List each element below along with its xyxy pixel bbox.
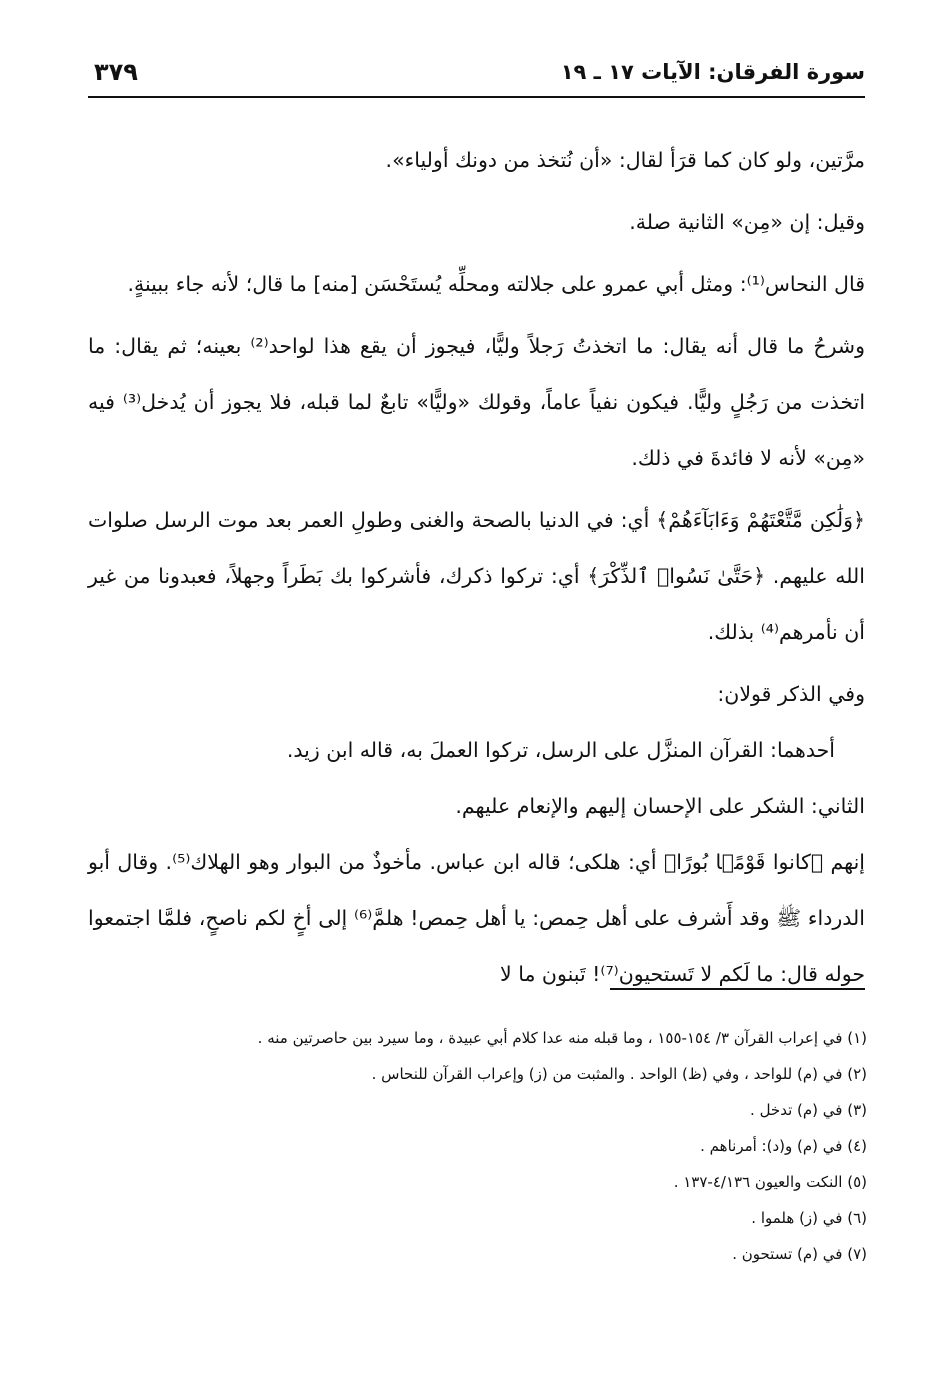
footnote: (٢) في (م) للواحد ، وفي (ظ) الواحد . والمثبت من (ز) وإعراب القرآن للنحاس . — [371, 1065, 867, 1083]
running-title: سورة الفرقان: الآيات ١٧ ـ ١٩ — [560, 60, 865, 84]
footnote: (٤) في (م) و(د): أمرناهم . — [700, 1137, 867, 1155]
page-number: ٣٧٩ — [94, 58, 138, 86]
footnote: (٣) في (م) تدخل . — [750, 1101, 867, 1119]
paragraph: وقيل: إن «مِن» الثانية صلة. — [629, 210, 865, 234]
paragraph: مرَّتين، ولو كان كما قرَأ لقال: «أن نُتخذ من دونك أولياء». — [385, 148, 865, 172]
paragraph: قال النحاس⁽¹⁾: ومثل أبي عمرو على جلالته ومحلِّه يُستَحْسَن [منه] ما قال؛ لأنه جاء ببينةٍ. — [127, 272, 865, 296]
paragraph: أحدهما: القرآن المنزَّل على الرسل، تركوا العملَ به، قاله ابن زيد. — [286, 738, 835, 762]
running-header — [88, 56, 865, 98]
paragraph: وفي الذكر قولان: — [717, 682, 865, 706]
main-text — [88, 132, 865, 1002]
footnote: (٧) في (م) تستحون . — [732, 1245, 867, 1263]
footnote: (٦) في (ز) هلموا . — [751, 1209, 867, 1227]
paragraph: وشرحُ ما قال أنه يقال: ما اتخذتُ رَجلاً وليًّا، فيجوز أن يقع هذا لواحد⁽²⁾ بعينه؛ ثم يقال: ما اتخذت من رَجُلٍ وليًّا. فيكون نفياً عاماً، وقولك «وليًّا» تابعٌ لما قبله، فلا يجوز أن يُدخل⁽³⁾ فيه «مِن» لأنه لا فائدةَ في ذلك. — [88, 334, 866, 470]
footnote: (١) في إعراب القرآن ٣/ ١٥٤-١٥٥ ، وما قبله منه عدا كلام أبي عبيدة ، وما سيرد بين حاصرتين منه . — [257, 1029, 867, 1047]
footnote-separator — [610, 988, 865, 990]
paragraph: إنهم ﴿كانوا قَوْمًۢا بُورًا﴾ أي: هلكى؛ قاله ابن عباس. مأخوذٌ من البوار وهو الهلاك⁽⁵⁾. وقال أبو الدرداء ﷺ وقد أَشرف على أهل حِمص: يا أهل حِمص! هلمَّ⁽⁶⁾ إلى أخٍ لكم ناصحٍ، فلمَّا اجتمعوا حوله قال: ما لَكم لا تَستحيون⁽⁷⁾! تَبنون ما لا — [88, 850, 865, 986]
paragraph: ﴿وَلَٰكِن مَّتَّعْتَهُمْ وَءَابَآءَهُمْ﴾ أي: في الدنيا بالصحة والغنى وطولِ العمر بعد موت الرسل صلوات الله عليهم. ﴿حَتَّىٰ نَسُوا۟ ٱلذِّكْرَ﴾ أي: تركوا ذكرك، فأشركوا بك بَطَراً وجهلاً، فعبدونا من غير أن نأمرهم⁽⁴⁾ بذلك. — [88, 508, 865, 644]
footnotes — [100, 1020, 867, 1272]
paragraph: الثاني: الشكر على الإحسان إليهم والإنعام عليهم. — [455, 794, 865, 818]
footnote: (٥) النكت والعيون ٤/١٣٦-١٣٧ . — [673, 1173, 867, 1191]
